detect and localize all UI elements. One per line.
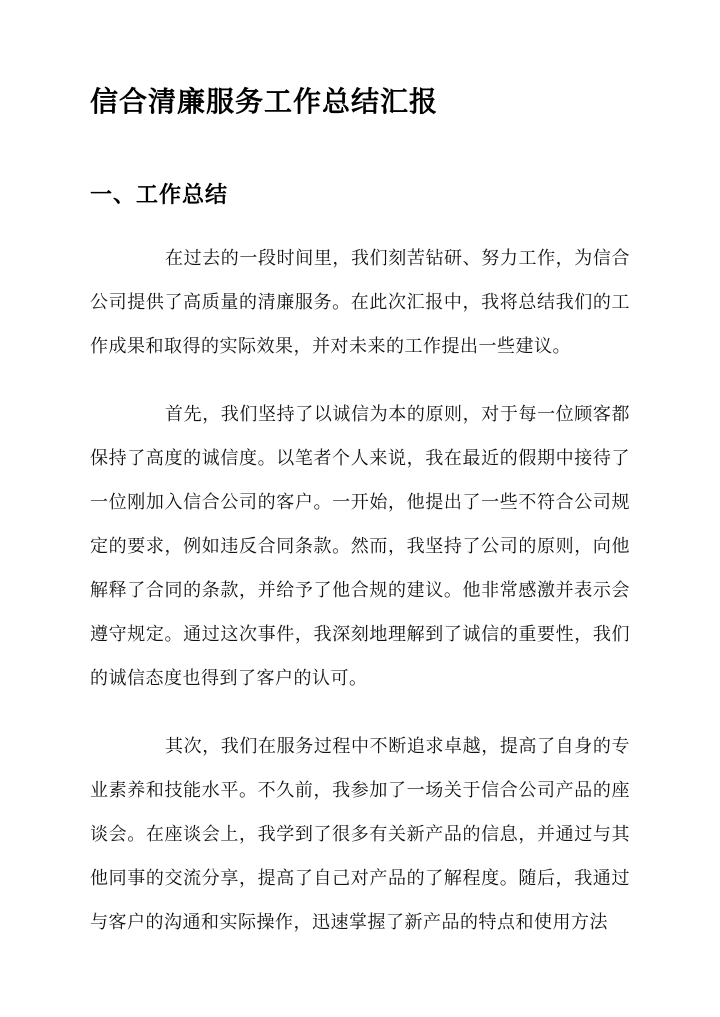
- document-title: 信合清廉服务工作总结汇报: [90, 87, 439, 118]
- paragraph-pursuit-of-excellence: 其次，我们在服务过程中不断追求卓越，提高了自身的专业素养和技能水平。不久前，我参加了一场关于信合公司产品的座谈会。在座谈会上，我学到了很多有关新产品的信息，并通过与其他同事的交流分享，提高了自己对产品的了解程度。随后，我通过与客户的沟通和实际操作，迅速掌握了新产品的特点和使用方法: [90, 735, 630, 932]
- paragraph-work-summary-intro: 在过去的一段时间里，我们刻苦钻研、努力工作，为信合公司提供了高质量的清廉服务。在此次汇报中，我将总结我们的工作成果和取得的实际效果，并对未来的工作提出一些建议。: [90, 247, 630, 356]
- section-heading: 一、工作总结: [90, 181, 229, 207]
- paragraph-integrity-principle: 首先，我们坚持了以诚信为本的原则，对于每一位顾客都保持了高度的诚信度。以笔者个人来说，我在最近的假期中接待了一位刚加入信合公司的客户。一开始，他提出了一些不符合公司规定的要求，例如违反合同条款。然而，我坚持了公司的原则，向他解释了合同的条款，并给予了他合规的建议。他非常感激并表示会遵守规定。通过这次事件，我深刻地理解到了诚信的重要性，我们的诚信态度也得到了客户的认可。: [90, 403, 630, 688]
